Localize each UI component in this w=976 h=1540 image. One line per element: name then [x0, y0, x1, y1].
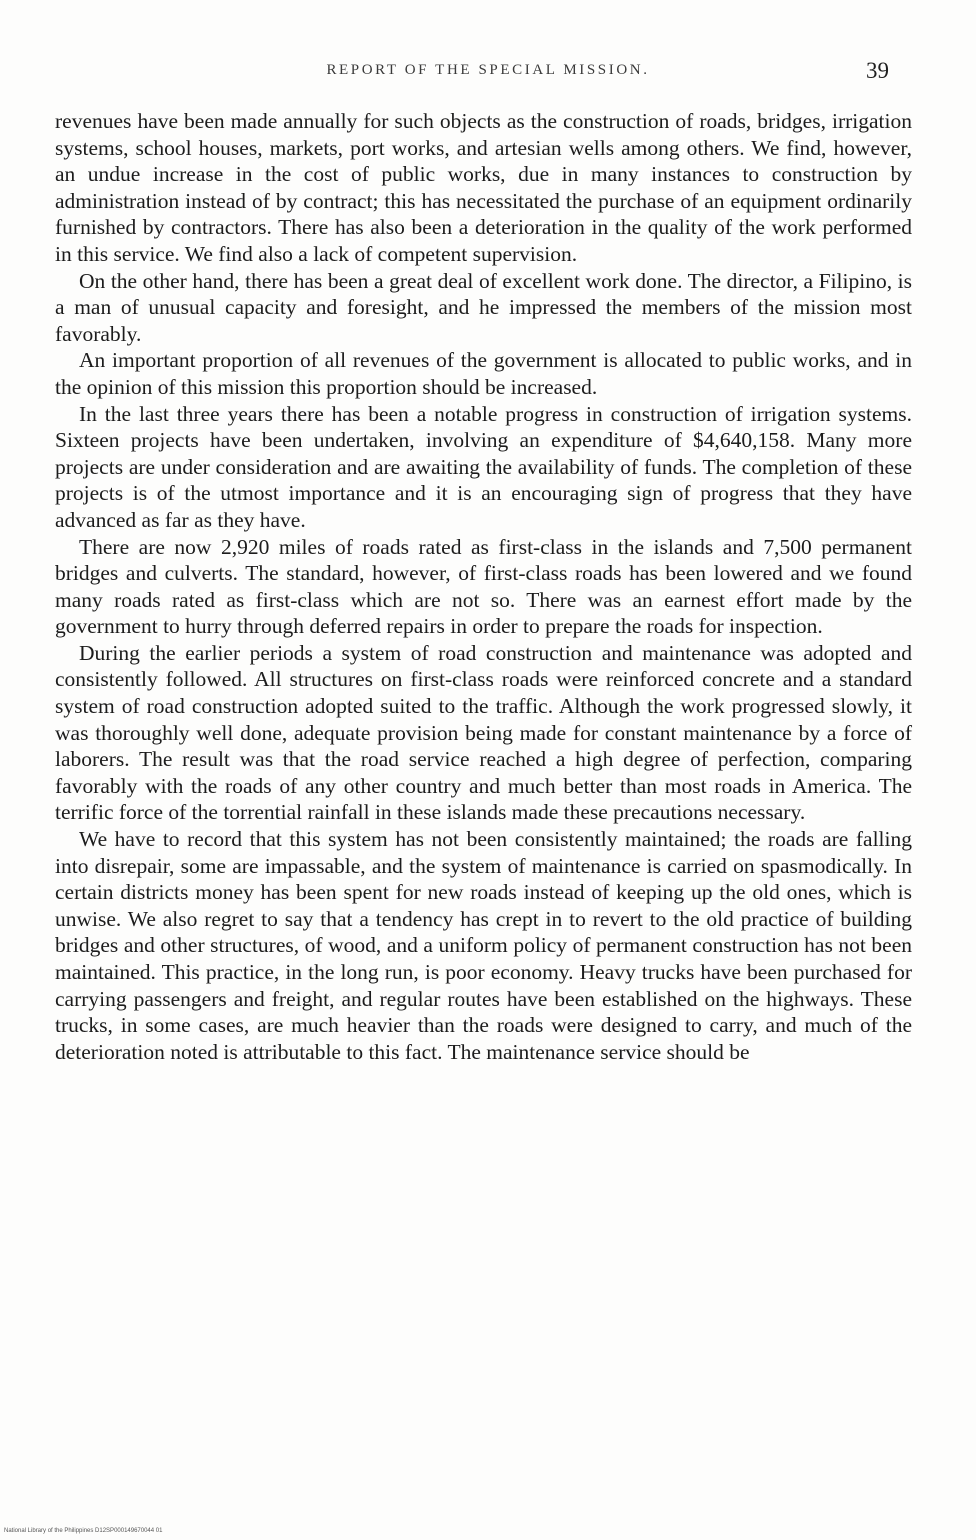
paragraph: On the other hand, there has been a great deal of excellent work done. The director, a Filipino, is a man of unusual capacity and foresight, and he impressed the members of the mission most favorably.	[55, 268, 912, 346]
paragraph: During the earlier periods a system of road construction and maintenance was adopted and consistently followed. All structures on first-class roads were reinforced concrete and a standard system of road construction adopted suited to the traffic. Although the work progressed slowly, it was thoroughly well done, adequate provision being made for constant maintenance by a force of laborers. The result was that the road service reached a high degree of perfection, comparing favorably with the roads of any other country and much better than most roads in America. The terrific force of the torrential rainfall in these islands made these precautions necessary.	[55, 640, 912, 825]
scan-footer-note: National Library of the Philippines D12SP000149670044 01	[4, 1528, 163, 1534]
paragraph: revenues have been made annually for such objects as the construction of roads, bridges, irrigation systems, school houses, markets, port works, and artesian wells among others. We find, however, an undue increase in the cost of public works, due in many instances to construction by administration instead of by contract; this has necessitated the purchase of an equipment ordinarily furnished by contractors. There has also been a deterioration in the quality of the work performed in this service. We find also a lack of competent supervision.	[55, 109, 912, 266]
page-number: 39	[866, 58, 889, 83]
paragraph: In the last three years there has been a notable progress in construction of irrigation systems. Sixteen projects have been undertaken, involving an expenditure of $4,640,158. Many more projects are under consideration and are awaiting the availability of funds. The completion of these projects is of the utmost importance and it is an encouraging sign of progress that they have advanced as far as they have.	[55, 401, 912, 532]
running-title: REPORT OF THE SPECIAL MISSION.	[326, 62, 650, 78]
body-text	[55, 108, 912, 1065]
paragraph: There are now 2,920 miles of roads rated as first-class in the islands and 7,500 permanent bridges and culverts. The standard, however, of first-class roads has been lowered and we found many roads rated as first-class which are not so. There was an earnest effort made by the government to hurry through deferred repairs in order to prepare the roads for inspection.	[55, 534, 912, 639]
paragraph: We have to record that this system has not been consistently maintained; the roads are falling into disrepair, some are impassable, and the system of maintenance is carried on spasmodically. In certain districts money has been spent for new roads instead of keeping up the old ones, which is unwise. We also regret to say that a tendency has crept in to revert to the old practice of building bridges and other structures, of wood, and a uniform policy of permanent construction has not been maintained. This practice, in the long run, is poor economy. Heavy trucks have been purchased for carrying passengers and freight, and regular routes have been established on the highways. These trucks, in some cases, are much heavier than the roads were designed to carry, and much of the deterioration noted is attributable to this fact. The maintenance service should be	[55, 827, 912, 1064]
paragraph: An important proportion of all revenues of the government is allocated to public works, and in the opinion of this mission this proportion should be increased.	[55, 348, 912, 399]
